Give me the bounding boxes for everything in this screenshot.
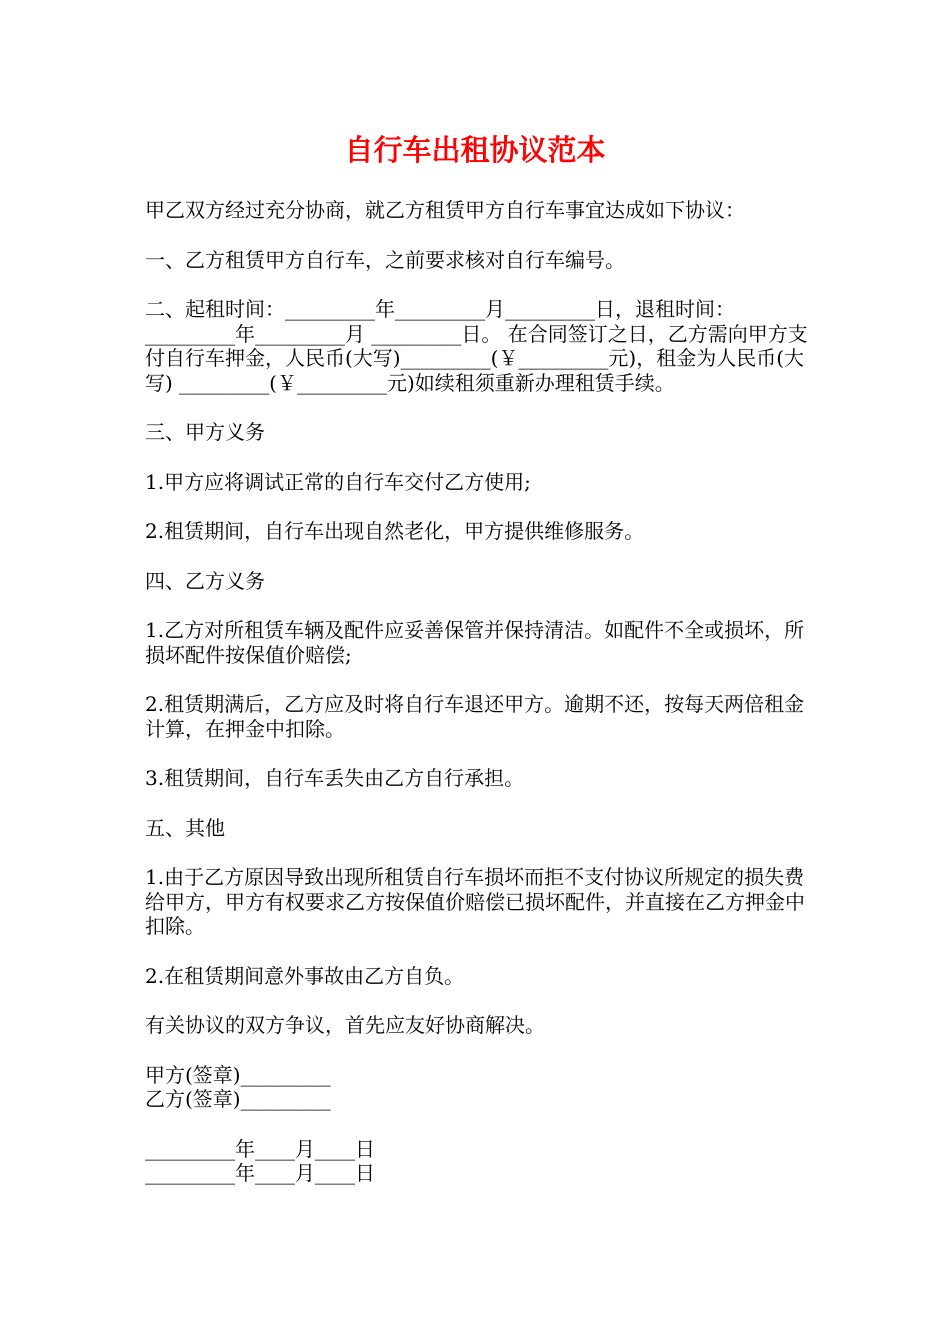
- date-line-1: _________年____月____日: [145, 1136, 375, 1161]
- section-5-heading: 五、其他: [145, 815, 225, 840]
- party-b-signature: 乙方(签章)_________: [145, 1087, 331, 1111]
- dispute-paragraph: 有关协议的双方争议，首先应友好协商解决。: [145, 1013, 545, 1037]
- section-4-item-1: 1.乙方对所租赁车辆及配件应妥善保管并保持清洁。如配件不全或损坏，所损坏配件按保值价赔偿;: [145, 618, 805, 667]
- section-3-item-1: 1.甲方应将调试正常的自行车交付乙方使用;: [145, 469, 531, 494]
- section-3-heading: 三、甲方义务: [145, 420, 265, 444]
- intro-paragraph: 甲乙双方经过充分协商，就乙方租赁甲方自行车事宜达成如下协议：: [145, 198, 745, 222]
- party-a-signature: 甲方(签章)_________: [145, 1062, 331, 1087]
- section-5-item-1: 1.由于乙方原因导致出现所租赁自行车损坏而拒不支付协议所规定的损失费给甲方，甲方有权要求乙方按保值价赔偿已损坏配件，并直接在乙方押金中扣除。: [145, 865, 805, 938]
- section-4-heading: 四、乙方义务: [145, 568, 265, 593]
- clause-1: 一、乙方租赁甲方自行车，之前要求核对自行车编号。: [145, 247, 625, 272]
- document-body: [145, 198, 815, 1186]
- clause-2: 二、起租时间：_________年_________月_________日，退租时间：_________年_________月 _________日。 在合同签订之日，乙方需向甲方支付自行车押金，人民币(大写)_________(￥_________元)，租金为人民币(大写) _________(￥_________元)如续租须重新办理租赁手续。: [145, 297, 808, 395]
- section-4-item-3: 3.租赁期间，自行车丢失由乙方自行承担。: [145, 766, 525, 790]
- section-4-item-2: 2.租赁期满后，乙方应及时将自行车退还甲方。逾期不还，按每天两倍租金计算，在押金中扣除。: [145, 692, 805, 741]
- section-3-item-2: 2.租赁期间，自行车出现自然老化，甲方提供维修服务。: [145, 519, 645, 543]
- document-title: 自行车出租协议范本: [344, 133, 606, 167]
- section-5-item-2: 2.在租赁期间意外事故由乙方自负。: [145, 963, 465, 988]
- date-line-2: _________年____月____日: [145, 1161, 375, 1185]
- signature-spacer: [145, 1112, 815, 1137]
